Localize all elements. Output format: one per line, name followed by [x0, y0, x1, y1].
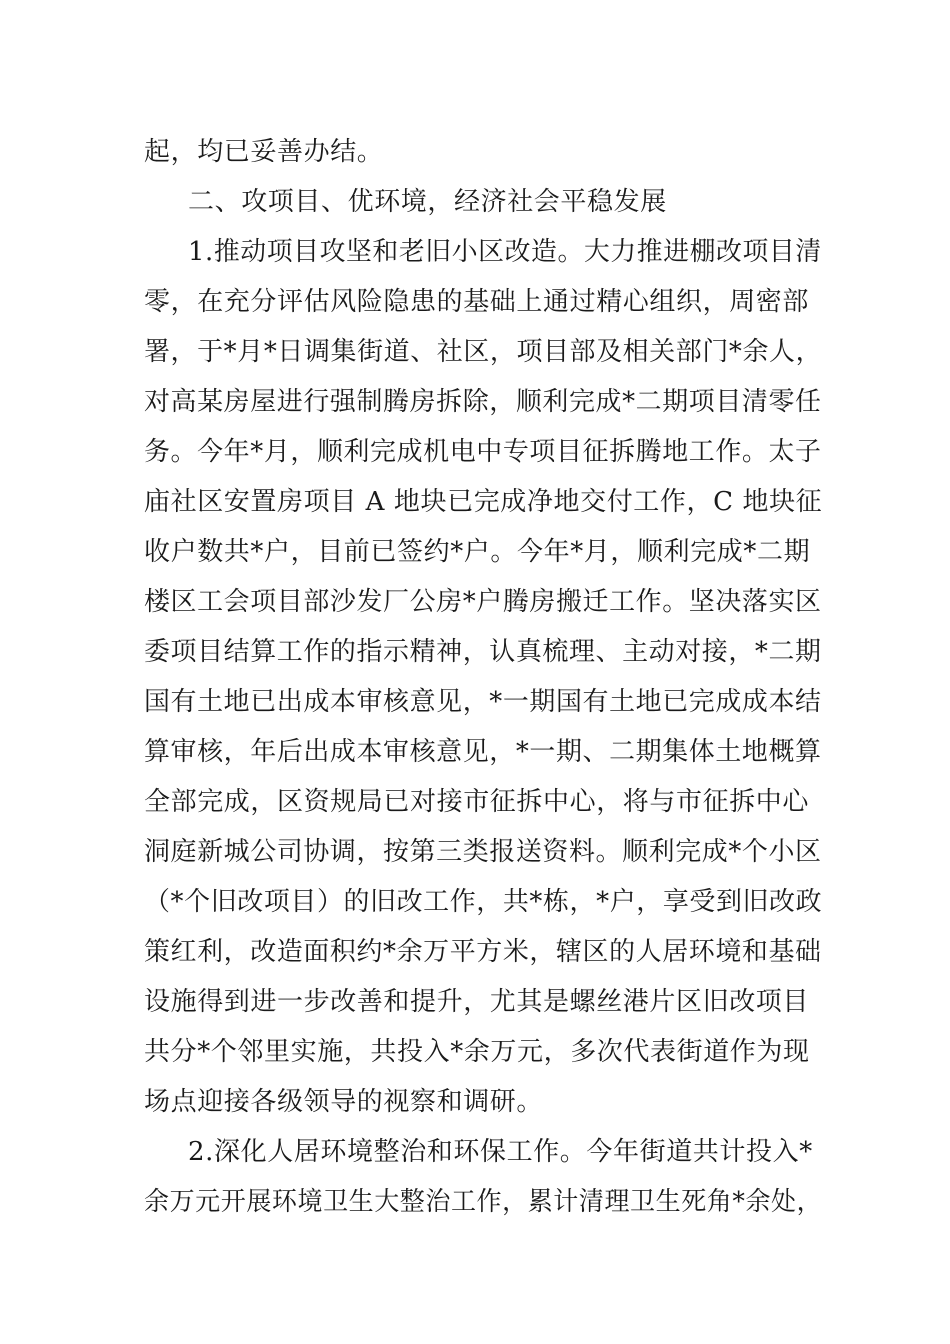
text-line: 务。今年*月，顺利完成机电中专项目征拆腾地工作。太子	[144, 437, 822, 467]
text-line: 委项目结算工作的指示精神，认真梳理、主动对接，*二期	[144, 637, 822, 667]
text-line: 对高某房屋进行强制腾房拆除，顺利完成*二期项目清零任	[144, 387, 822, 417]
text-line: 庙社区安置房项目 A 地块已完成净地交付工作，C 地块征	[144, 487, 823, 517]
text-line: 设施得到进一步改善和提升，尤其是螺丝港片区旧改项目	[144, 987, 810, 1017]
text-line: 起，均已妥善办结。	[144, 137, 384, 167]
text-line: 零，在充分评估风险隐患的基础上通过精心组织，周密部	[144, 287, 810, 317]
text-line: 算审核，年后出成本审核意见，*一期、二期集体土地概算	[144, 737, 822, 767]
text-line: 策红利，改造面积约*余万平方米，辖区的人居环境和基础	[144, 937, 822, 967]
text-line: 楼区工会项目部沙发厂公房*户腾房搬迁工作。坚决落实区	[144, 587, 822, 617]
text-line: 国有土地已出成本审核意见，*一期国有土地已完成成本结	[144, 687, 822, 717]
text-line: 署，于*月*日调集街道、社区，项目部及相关部门*余人，	[144, 337, 823, 367]
paragraph-first-line: 1.推动项目攻坚和老旧小区改造。大力推进棚改项目清	[188, 237, 822, 267]
text-line: 共分*个邻里实施，共投入*余万元，多次代表街道作为现	[144, 1037, 810, 1067]
text-line: 收户数共*户，目前已签约*户。今年*月，顺利完成*二期	[144, 537, 811, 567]
paragraph-first-line: 2.深化人居环境整治和环保工作。今年街道共计投入*	[188, 1137, 813, 1167]
text-line: 余万元开展环境卫生大整治工作，累计清理卫生死角*余处，	[144, 1187, 823, 1217]
text-line: 洞庭新城公司协调，按第三类报送资料。顺利完成*个小区	[144, 837, 822, 867]
text-line: （*个旧改项目）的旧改工作，共*栋，*户，享受到旧改政	[144, 887, 823, 917]
text-line: 全部完成，区资规局已对接市征拆中心，将与市征拆中心	[144, 787, 810, 817]
section-heading: 二、攻项目、优环境，经济社会平稳发展	[188, 187, 667, 217]
text-line: 场点迎接各级领导的视察和调研。	[144, 1087, 544, 1117]
